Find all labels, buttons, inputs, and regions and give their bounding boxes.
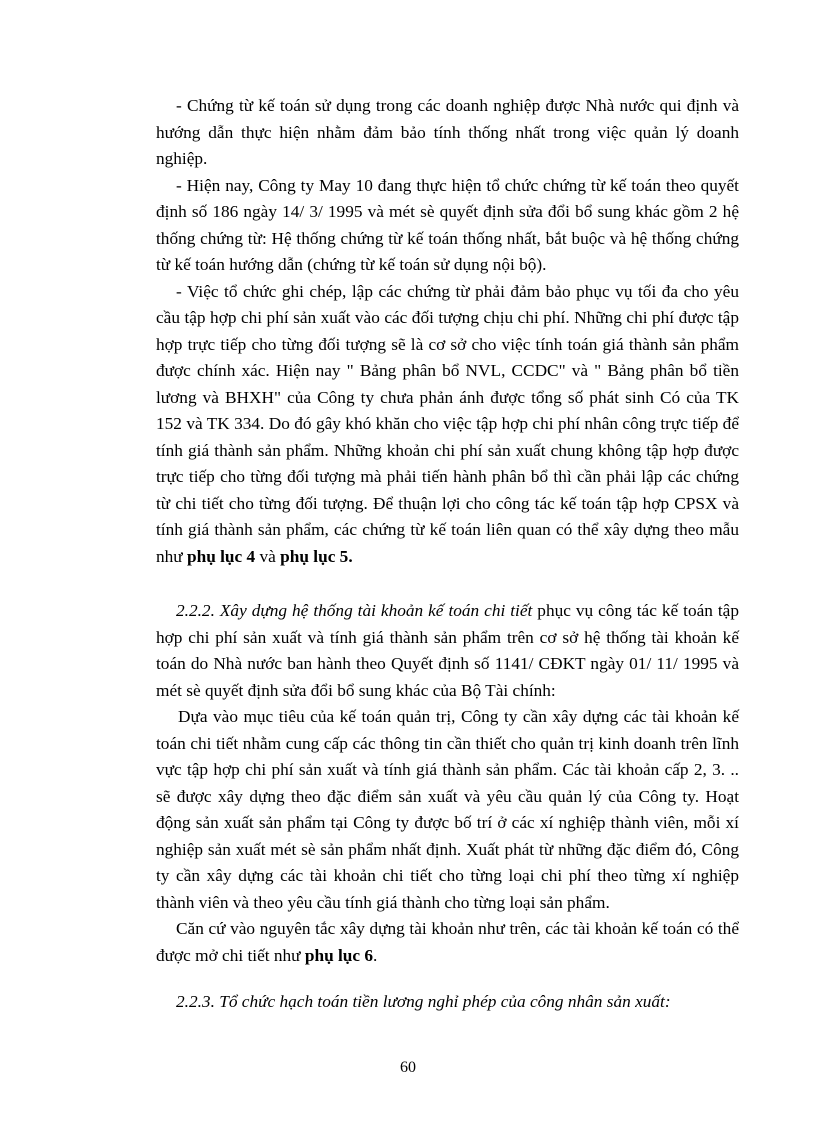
section-spacer [156, 570, 739, 598]
paragraph-voucher-regulation: - Chứng từ kế toán sử dụng trong các doanh nghiệp được Nhà nước qui định và hướng dẫn thực hiện nhằm đảm bảo tính thống nhất trong việc quản lý doanh nghiệp. [156, 96, 739, 168]
conjunction-text: và [255, 546, 281, 566]
appendix-5-reference: phụ lục 5. [280, 546, 353, 566]
section-2-2-2-heading: 2.2.2. Xây dựng hệ thống tài khoản kế toán chi tiết [176, 601, 533, 620]
page-content [156, 93, 739, 1016]
paragraph-account-principles-end: . [373, 945, 378, 965]
paragraph-voucher-organization-text: - Việc tổ chức ghi chép, lập các chứng từ phải đảm bảo phục vụ tối đa cho yêu cầu tập hợp chi phí sản xuất vào các đối tượng chịu chi phí. Những chi phí được tập hợp trực tiếp cho từng đối tượng sẽ là cơ sở cho việc tính toán giá thành sản phẩm được chính xác. Hiện nay " Bảng phân bổ NVL, CCDC" và " Bảng phân bổ tiền lương và BHXH" của Công ty chưa phản ánh được tổng số phát sinh Có của TK 152 và TK 334. Do đó gây khó khăn cho việc tập hợp chi phí nhân công trực tiếp để tính giá thành sản phẩm. Những khoản chi phí sản xuất chung không tập hợp được trực tiếp cho từng đối tượng mà phải tiến hành phân bổ thì cần phải lập các chứng từ chi tiết cho từng đối tượng. Để thuận lợi cho công tác kế toán tập hợp CPSX và tính giá thành sản phẩm, các chứng từ kế toán liên quan có thể xây dựng theo mẫu như [156, 281, 739, 566]
paragraph-voucher-organization [156, 279, 739, 571]
appendix-4-reference: phụ lục 4 [186, 546, 256, 566]
section-2-2-2-text: phục vụ công tác kế toán tập hợp chi phí sản xuất và tính giá thành sản phẩm trên cơ sở hệ thống tài khoản kế toán do Nhà nước ban hành theo Quyết định số 1141/ CĐKT ngày 01/ 11/ 1995 và mét sè quyết định sửa đổi bổ sung khác của Bộ Tài chính: [156, 601, 739, 700]
paragraph-account-principles [156, 916, 739, 969]
paragraph-account-principles-text: Căn cứ vào nguyên tắc xây dựng tài khoản như trên, các tài khoản kế toán có thể được mở chi tiết như [156, 919, 739, 965]
section-spacer-2 [156, 969, 739, 989]
appendix-6-reference: phụ lục 6 [304, 945, 374, 965]
paragraph-current-voucher-system: - Hiện nay, Công ty May 10 đang thực hiện tổ chức chứng từ kế toán theo quyết định số 186 ngày 14/ 3/ 1995 và mét sè quyết định sửa đổi bổ sung khác gồm 2 hệ thống chứng từ: Hệ thống chứng từ kế toán thống nhất, bắt buộc và hệ thống chứng từ kế toán hướng dẫn (chứng từ kế toán sử dụng nội bộ). [156, 175, 739, 274]
section-2-2-3-heading: 2.2.3. Tổ chức hạch toán tiền lương nghỉ phép của công nhân sản xuất: [176, 992, 671, 1011]
page-number: 60 [400, 1059, 416, 1076]
section-2-2-2-paragraph [156, 598, 739, 704]
paragraph-management-accounting: Dựa vào mục tiêu của kế toán quản trị, Công ty cần xây dựng các tài khoản kế toán chi tiết nhằm cung cấp các thông tin cần thiết cho quản trị kinh doanh trên lĩnh vực tập hợp chi phí sản xuất và tính giá thành sản phẩm. Các tài khoản cấp 2, 3. .. sẽ được xây dựng theo đặc điểm sản xuất và yêu cầu quản lý của Công ty. Hoạt động sản xuất sản phẩm tại Công ty được bố trí ở các xí nghiệp thành viên, mỗi xí nghiệp sản xuất mét sè sản phẩm nhất định. Xuất phát từ những đặc điểm đó, Công ty cần xây dựng các tài khoản chi tiết cho từng loại chi phí theo từng xí nghiệp thành viên và theo yêu cầu tính giá thành cho từng loại sản phẩm. [156, 707, 739, 912]
